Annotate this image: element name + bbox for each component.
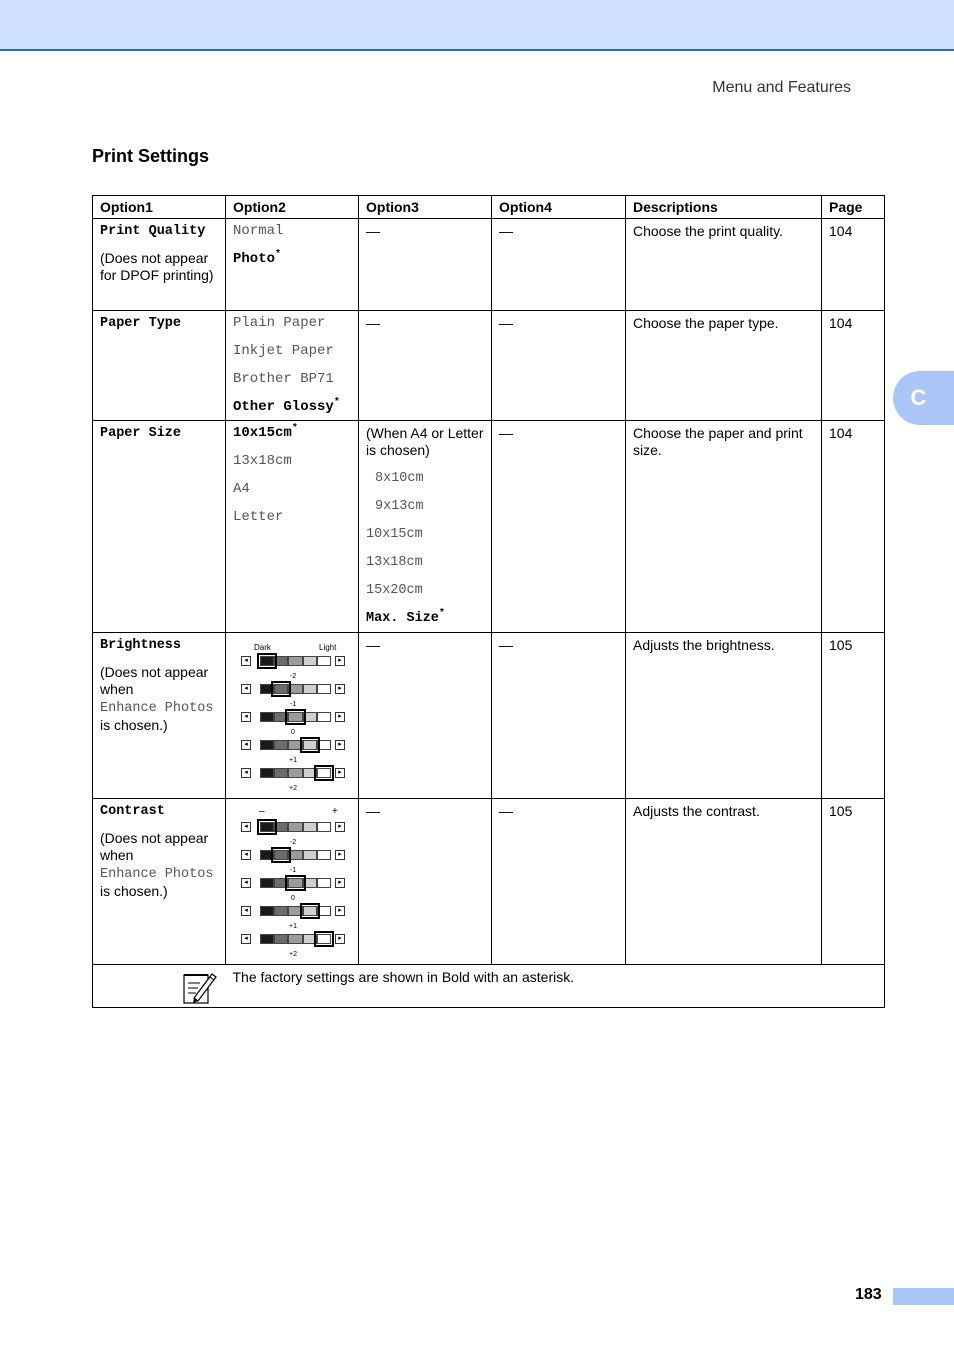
arrow-right-icon: ▸ [335,656,345,666]
option-value: 10x15cm [366,527,423,542]
level-segment [288,740,302,750]
cell-option3: — [359,219,492,311]
arrow-left-icon: ◂ [241,934,251,944]
cell-page: 104 [822,311,885,421]
option-label: Contrast [100,804,165,819]
header-option4: Option4 [492,196,626,219]
table-row [93,219,885,311]
level-segment [288,768,302,778]
scale-right-label: + [332,806,338,817]
level-segment-selected [274,850,288,860]
level-row [233,763,352,791]
level-segment [274,712,288,722]
level-segment-selected [260,822,274,832]
arrow-left-icon: ◂ [241,878,251,888]
level-label: +1 [289,757,297,764]
arrow-right-icon: ▸ [335,684,345,694]
level-row [233,901,352,929]
option-value-default: 10x15cm* [233,423,298,441]
level-segment-selected [303,906,317,916]
option-value: Letter [233,509,284,525]
level-row [233,735,352,763]
level-segment-selected [260,656,274,666]
level-bar [260,684,331,694]
level-segment-selected [288,712,302,722]
chapter-tab[interactable]: C [893,371,954,425]
option-value: Plain Paper [233,315,326,331]
cell-option1 [93,421,226,633]
level-bar [260,850,331,860]
arrow-right-icon: ▸ [335,850,345,860]
level-segment [317,878,331,888]
cell-option1 [93,799,226,965]
option-note: (Does not appear when [100,664,209,697]
section-title: Print Settings [92,146,210,166]
scale-left-label: – [259,806,265,817]
header-option3: Option3 [359,196,492,219]
level-segment [288,934,302,944]
level-label: +2 [289,785,297,792]
option-value: 13x18cm [233,453,292,469]
arrow-right-icon: ▸ [335,822,345,832]
arrow-right-icon: ▸ [335,712,345,722]
level-label: -2 [289,839,297,846]
level-segment [288,656,302,666]
table-row [93,421,885,633]
option-note: (Does not appear for DPOF printing) [100,250,214,283]
level-segment [274,906,288,916]
cell-contrast-levels [226,799,359,965]
cell-option1 [93,219,226,311]
option-value: Inkjet Paper [233,343,334,359]
level-bar [260,740,331,750]
header-descriptions: Descriptions [626,196,822,219]
page-number: 183 [855,1286,882,1303]
table-row [93,311,885,421]
level-segment [274,878,288,888]
arrow-left-icon: ◂ [241,850,251,860]
level-segment [317,712,331,722]
level-row [233,679,352,707]
cell-option1 [93,311,226,421]
scale-header [233,803,352,817]
level-segment [274,656,288,666]
arrow-right-icon: ▸ [335,906,345,916]
cell-description: Choose the print quality. [626,219,822,311]
level-segment [303,934,317,944]
level-segment-selected [274,684,288,694]
cell-page: 104 [822,421,885,633]
level-segment [317,684,331,694]
chapter-title: Menu and Features [712,79,851,96]
arrow-right-icon: ▸ [335,740,345,750]
level-segment [317,822,331,832]
option-value: Brother BP71 [233,371,334,387]
level-bar [260,934,331,944]
level-label: +1 [289,923,297,930]
level-segment [317,740,331,750]
level-bar [260,656,331,666]
option-note: is chosen.) [100,717,168,733]
level-label: -1 [289,701,297,708]
arrow-left-icon: ◂ [241,684,251,694]
level-segment [274,822,288,832]
option-value-default: Photo* [233,249,282,267]
cell-page: 104 [822,219,885,311]
option-note: (When A4 or Letter is chosen) [366,425,484,458]
level-segment [274,768,288,778]
arrow-left-icon: ◂ [241,906,251,916]
level-segment [260,906,274,916]
note-text: The factory settings are shown in Bold with an asterisk. [226,965,885,1008]
level-segment [260,740,274,750]
level-label: -2 [289,673,297,680]
option-value: A4 [233,481,250,497]
cell-option1 [93,633,226,799]
arrow-left-icon: ◂ [241,768,251,778]
option-note-mono: Enhance Photos [100,701,214,716]
level-segment-selected [317,934,331,944]
level-list [233,651,352,791]
cell-option4: — [492,633,626,799]
cell-option3 [359,421,492,633]
level-row [233,817,352,845]
level-segment [274,740,288,750]
level-segment [303,656,317,666]
option-label: Paper Size [100,426,182,441]
option-value: 9x13cm [375,499,424,514]
cell-option2 [226,219,359,311]
print-settings-table [92,195,885,1008]
level-segment [288,906,302,916]
level-label: 0 [291,729,295,736]
arrow-left-icon: ◂ [241,740,251,750]
option-value: 15x20cm [366,583,423,598]
cell-option4: — [492,421,626,633]
level-segment [303,712,317,722]
level-label: +2 [289,951,297,958]
cell-option2 [226,421,359,633]
option-note: is chosen.) [100,883,168,899]
level-bar [260,906,331,916]
level-segment [288,850,302,860]
level-bar [260,712,331,722]
header-option2: Option2 [226,196,359,219]
level-segment [260,934,274,944]
arrow-left-icon: ◂ [241,822,251,832]
level-segment-selected [288,878,302,888]
header-option1: Option1 [93,196,226,219]
level-segment [317,656,331,666]
level-segment [260,712,274,722]
cell-option3: — [359,799,492,965]
level-row [233,929,352,957]
level-segment [303,684,317,694]
cell-page: 105 [822,633,885,799]
level-segment-selected [317,768,331,778]
arrow-left-icon: ◂ [241,712,251,722]
level-label: 0 [291,895,295,902]
level-segment [317,850,331,860]
note-pencil-icon [180,968,218,1006]
cell-description: Choose the paper and print size. [626,421,822,633]
cell-option2 [226,311,359,421]
option-note-mono: Enhance Photos [100,867,214,882]
top-band [0,0,954,51]
page-number-bar [893,1288,954,1305]
arrow-right-icon: ▸ [335,878,345,888]
arrow-right-icon: ▸ [335,768,345,778]
level-row [233,707,352,735]
level-bar [260,768,331,778]
option-label: Print Quality [100,224,206,239]
option-value: 8x10cm [375,471,424,486]
level-segment [274,934,288,944]
cell-option3: — [359,633,492,799]
option-value: Normal [233,223,284,239]
level-segment [303,768,317,778]
option-label: Brightness [100,638,182,653]
level-label: -1 [289,867,297,874]
cell-option4: — [492,219,626,311]
cell-description: Choose the paper type. [626,311,822,421]
level-segment [260,878,274,888]
cell-brightness-levels [226,633,359,799]
arrow-right-icon: ▸ [335,934,345,944]
table-row [93,799,885,965]
arrow-left-icon: ◂ [241,656,251,666]
level-row [233,845,352,873]
header-page: Page [822,196,885,219]
option-note: (Does not appear when [100,830,209,863]
cell-option4: — [492,311,626,421]
option-value-default: Max. Size* [366,608,445,626]
table-row [93,633,885,799]
cell-description: Adjusts the brightness. [626,633,822,799]
level-list [233,817,352,957]
scale-header [233,637,352,651]
level-bar [260,878,331,888]
level-row [233,873,352,901]
level-row [233,651,352,679]
option-value: 13x18cm [366,555,423,570]
level-segment [317,906,331,916]
option-value-default: Other Glossy* [233,397,340,415]
cell-page: 105 [822,799,885,965]
level-bar [260,822,331,832]
scale-right-label: Light [319,643,337,652]
cell-option4: — [492,799,626,965]
table-header-row [93,196,885,219]
level-segment [260,850,274,860]
cell-description: Adjusts the contrast. [626,799,822,965]
level-segment [288,684,302,694]
level-segment [288,822,302,832]
scale-left-label: Dark [254,643,271,652]
level-segment [303,878,317,888]
cell-option3: — [359,311,492,421]
level-segment [260,768,274,778]
level-segment [260,684,274,694]
level-segment [303,850,317,860]
level-segment [303,822,317,832]
option-label: Paper Type [100,316,182,331]
level-segment-selected [303,740,317,750]
